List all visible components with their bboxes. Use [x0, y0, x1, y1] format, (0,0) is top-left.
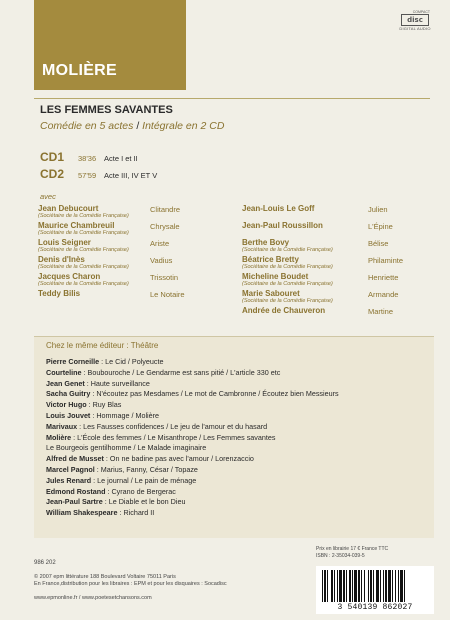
catalog-author: Alfred de Musset: [46, 454, 104, 464]
cast-entry: [242, 221, 442, 238]
price-info: [316, 546, 388, 560]
actor-name: Teddy Bilis: [38, 289, 81, 298]
catalog-line: [46, 433, 426, 444]
character-name: Martine: [368, 307, 394, 316]
barcode-box: [316, 566, 434, 614]
cast-entry: [242, 272, 442, 289]
catalog-author: Edmond Rostand: [46, 486, 106, 496]
compact-disc-logo: [396, 10, 434, 34]
character-name: Chrysale: [150, 222, 180, 231]
disc-duration: 38'36: [78, 154, 97, 163]
barcode-graphic: [322, 570, 428, 602]
actor-name: Jean-Paul Roussillon: [242, 221, 323, 230]
cast-entry: [242, 289, 442, 306]
subtitle-separator: /: [136, 120, 140, 132]
actor-note: (Sociétaire de la Comédie Française): [38, 281, 129, 287]
disc-acts: Acte III, IV ET V: [104, 171, 158, 180]
divider: [34, 98, 430, 99]
catalog-heading: Chez le même éditeur : Théâtre: [46, 341, 159, 350]
copyright-text: © 2007 epm littérature 188 Boulevard Voltaire 75011 Paris: [34, 573, 176, 580]
actor-note: (Sociétaire de la Comédie Française): [38, 230, 129, 236]
character-name: Philaminte: [368, 256, 404, 265]
actor-note: (Sociétaire de la Comédie Française): [38, 213, 129, 219]
catalog-line: [46, 487, 426, 498]
cast-entry: [242, 255, 442, 272]
catalog-line: [46, 476, 426, 487]
character-name: Julien: [368, 205, 388, 214]
actor-note: (Sociétaire de la Comédie Française): [38, 247, 129, 253]
disc-label: CD1: [40, 150, 65, 164]
price-text: Prix en librairie 17 € France TTC: [316, 546, 389, 552]
cast-list-left: [38, 204, 238, 306]
web-addresses: www.epmonline.fr / www.poetesetchansons.com: [34, 594, 152, 601]
work-title: LES FEMMES SAVANTES: [40, 104, 173, 116]
catalog-works: : Richard II: [117, 508, 155, 518]
catalog-number: 986 202: [34, 560, 56, 566]
actor-name: Maurice Chambreuil: [38, 221, 115, 230]
disc-row: [40, 167, 157, 181]
actor-name: Marie Sabouret: [242, 289, 300, 298]
catalog-author: Jean Genet: [46, 378, 85, 388]
character-name: L'Épine: [368, 222, 393, 231]
logo-bottom-text: DIGITAL AUDIO: [399, 26, 431, 31]
actor-name: Andrée de Chauveron: [242, 306, 326, 315]
cast-entry: [242, 238, 442, 255]
cast-entry: [242, 306, 442, 323]
catalog-works: : Cyrano de Bergerac: [105, 486, 176, 496]
catalog-works: : On ne badine pas avec l'amour / Lorenzaccio: [103, 454, 254, 464]
catalog-author: William Shakespeare: [46, 508, 118, 518]
cast-entry: [38, 272, 238, 289]
catalog-line: [46, 422, 426, 433]
actor-note: (Sociétaire de la Comédie Française): [242, 281, 333, 287]
catalog-author: Marcel Pagnol: [46, 464, 95, 474]
catalog-works: : Les Fausses confidences / Le jeu de l'amour et du hasard: [77, 421, 268, 431]
catalog-author: Louis Jouvet: [46, 410, 91, 420]
catalog-works: Le Bourgeois gentilhomme / Le Malade imaginaire: [46, 443, 207, 453]
cast-entry: [38, 238, 238, 255]
catalog-author: Sacha Guitry: [46, 389, 91, 399]
catalog-line: [46, 357, 426, 368]
catalog-author: Courteline: [46, 367, 82, 377]
character-name: Bélise: [368, 239, 389, 248]
catalog-line: [46, 379, 426, 390]
character-name: Ariste: [150, 239, 170, 248]
catalog-line: [46, 465, 426, 476]
character-name: Le Notaire: [150, 290, 185, 299]
actor-note: (Sociétaire de la Comédie Française): [242, 298, 333, 304]
catalog-works: : Le Diable et le bon Dieu: [102, 497, 186, 507]
character-name: Vadius: [150, 256, 173, 265]
actor-name: Jean-Louis Le Goff: [242, 204, 315, 213]
catalog-author: Marivaux: [46, 421, 78, 431]
logo-top-text: COMPACT: [412, 10, 430, 14]
catalog-line: [46, 411, 426, 422]
catalog-author: Pierre Corneille: [46, 357, 100, 366]
character-name: Clitandre: [150, 205, 181, 214]
catalog-works: : Boubouroche / Le Gendarme est sans pitié / L'article 330 etc: [81, 367, 281, 377]
catalog-works: : Haute surveillance: [84, 378, 150, 388]
catalog-author: Victor Hugo: [46, 400, 87, 410]
actor-name: Denis d'Inès: [38, 255, 85, 264]
barcode-digits: 3 540139 862027: [337, 603, 413, 612]
author-name: MOLIÈRE: [42, 62, 117, 79]
actor-name: Jacques Charon: [38, 272, 101, 281]
distribution-text: En France,distribution pour les libraires : EPM et pour les disquaires : Socadisc: [34, 581, 227, 587]
catalog-list: [46, 357, 426, 519]
catalog-works: : Le Cid / Polyeucte: [99, 357, 164, 366]
actor-name: Béatrice Bretty: [242, 255, 299, 264]
cast-entry: [242, 204, 442, 221]
catalog-works: : Le journal / Le pain de ménage: [91, 475, 197, 485]
catalog-works: : Hommage / Molière: [90, 410, 160, 420]
author-banner: [34, 0, 186, 90]
work-subtitle: [40, 120, 224, 132]
catalog-line: [46, 443, 426, 454]
cast-intro: avec: [40, 192, 56, 201]
catalog-author: Jean-Paul Sartre: [46, 497, 103, 507]
character-name: Henriette: [368, 273, 399, 282]
catalog-line: [46, 389, 426, 400]
catalog-line: [46, 368, 426, 379]
catalog-line: [46, 400, 426, 411]
catalog-line: [46, 454, 426, 465]
catalog-author: Molière: [46, 432, 72, 442]
catalog-line: [46, 508, 426, 519]
disc-duration: 57'59: [78, 171, 97, 180]
character-name: Armande: [368, 290, 399, 299]
actor-name: Jean Debucourt: [38, 204, 99, 213]
catalog-works: : Ruy Blas: [86, 400, 122, 410]
disc-label: CD2: [40, 167, 65, 181]
cast-entry: [38, 255, 238, 272]
actor-name: Micheline Boudet: [242, 272, 309, 281]
actor-name: Berthe Bovy: [242, 238, 290, 247]
catalog-works: : N'écoutez pas Mesdames / Le mot de Cambronne / Écoutez bien Messieurs: [90, 389, 339, 399]
disc-acts: Acte I et II: [104, 154, 138, 163]
catalog-author: Jules Renard: [46, 475, 92, 485]
actor-name: Louis Seigner: [38, 238, 91, 247]
genre-text: Comédie en 5 actes: [40, 120, 134, 132]
actor-note: (Sociétaire de la Comédie Française): [242, 247, 333, 253]
catalog-works: : L'École des femmes / Le Misanthrope / Les Femmes savantes: [71, 432, 276, 442]
character-name: Trissotin: [150, 273, 179, 282]
cast-entry: [38, 204, 238, 221]
actor-note: (Sociétaire de la Comédie Française): [38, 264, 129, 270]
catalog-line: [46, 497, 426, 508]
catalog-works: : Marius, Fanny, César / Topaze: [94, 464, 198, 474]
publisher-catalog-box: [34, 336, 434, 538]
cast-entry: [38, 289, 238, 306]
footer-info: [34, 560, 227, 602]
actor-note: (Sociétaire de la Comédie Française): [242, 264, 333, 270]
cast-entry: [38, 221, 238, 238]
isbn-text: ISBN : 2-35034-039-5: [316, 553, 365, 559]
logo-main-text: disc: [401, 14, 429, 26]
disc-row: [40, 150, 138, 164]
edition-text: Intégrale en 2 CD: [142, 120, 225, 132]
cast-list-right: [242, 204, 442, 323]
